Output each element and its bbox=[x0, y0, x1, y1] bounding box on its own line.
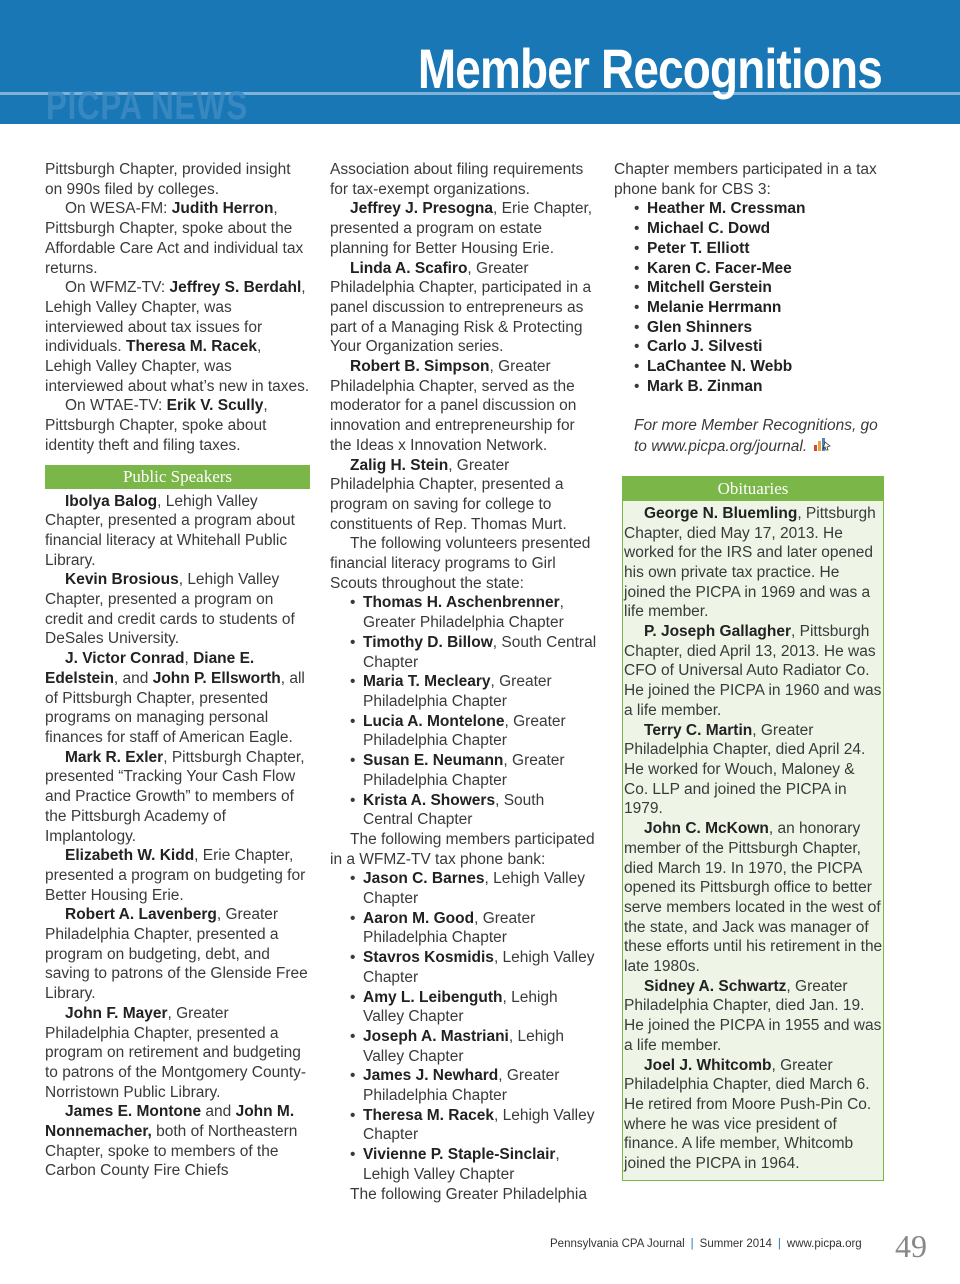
list-item: • Theresa M. Racek, Lehigh Valley Chapter bbox=[350, 1106, 598, 1145]
list-item: • LaChantee N. Webb bbox=[634, 357, 884, 377]
list-item: • Maria T. Mecleary, Greater Philadelphia Chapter bbox=[350, 672, 598, 711]
list-item: • Peter T. Elliott bbox=[634, 239, 884, 259]
paragraph: James E. Montone and John M. Nonnemacher, both of Northeastern Chapter, spoke to members of the Carbon County Fire Chiefs bbox=[45, 1103, 298, 1180]
paragraph: J. Victor Conrad, Diane E. Edelstein, and John P. Ellsworth, all of Pittsburgh Chapter, presented programs on managing personal finances for staff of American Eagle. bbox=[45, 650, 305, 746]
paragraph: Chapter members participated in a tax phone bank for CBS 3: bbox=[614, 161, 877, 198]
paragraph: Zalig H. Stein, Greater Philadelphia Chapter, presented a program on saving for college to constituents of Rep. Thomas Murt. bbox=[330, 456, 567, 533]
list-item: • Heather M. Cressman bbox=[634, 199, 884, 219]
girl-scouts-volunteer-list bbox=[330, 593, 598, 829]
public-speakers-heading: Public Speakers bbox=[45, 465, 310, 489]
paragraph: The following volunteers presented financial literacy programs to Girl Scouts throughout the state: bbox=[330, 535, 591, 592]
list-item: • Joseph A. Mastriani, Lehigh Valley Chapter bbox=[350, 1027, 598, 1066]
paragraph: P. Joseph Gallagher, Pittsburgh Chapter, died April 13, 2013. He was CFO of Universal Auto Radiator Co. He joined the PICPA in 1960 and was a life member. bbox=[624, 623, 882, 719]
obituaries-heading: Obituaries bbox=[623, 477, 883, 501]
paragraph: The following members participated in a WFMZ-TV tax phone bank: bbox=[330, 830, 595, 868]
page-footer: Pennsylvania CPA Journal | Summer 2014 | www.picpa.org bbox=[550, 1238, 862, 1250]
list-item: • Glen Shinners bbox=[634, 318, 884, 338]
paragraph: Linda A. Scafiro, Greater Philadelphia Chapter, participated in a panel discussion to entrepreneurs as part of a Managing Risk & Protecting Your Organization series. bbox=[330, 259, 592, 356]
journal-name: Pennsylvania CPA Journal bbox=[550, 1238, 685, 1250]
list-item: • Krista A. Showers, South Central Chapter bbox=[350, 791, 598, 830]
list-item: • Timothy D. Billow, South Central Chapter bbox=[350, 633, 598, 672]
list-item: • Carlo J. Silvesti bbox=[634, 337, 884, 357]
header-banner bbox=[0, 0, 960, 128]
paragraph: The following Greater Philadelphia bbox=[350, 1185, 587, 1203]
list-item: • Mark B. Zinman bbox=[634, 377, 884, 397]
paragraph: On WFMZ-TV: Jeffrey S. Berdahl, Lehigh Valley Chapter, was interviewed about tax issues for individuals. Theresa M. Racek, Lehigh Valley Chapter, was interviewed about what’s new in taxes. bbox=[45, 279, 310, 395]
list-item: • James J. Newhard, Greater Philadelphia Chapter bbox=[350, 1066, 598, 1105]
list-item: • Lucia A. Montelone, Greater Philadelphia Chapter bbox=[350, 712, 598, 751]
paragraph: Robert A. Lavenberg, Greater Philadelphia Chapter, presented a program on budgeting, debt, and saving to patrons of the Glenside Free Library. bbox=[45, 906, 308, 1003]
more-recognitions-note: For more Member Recognitions, go to www.picpa.org/journal. bbox=[614, 416, 884, 457]
paragraph: Sidney A. Schwartz, Greater Philadelphia Chapter, died Jan. 19. He joined the PICPA in 1955 and was a life member. bbox=[624, 977, 882, 1054]
member-name: Judith Herron bbox=[171, 200, 274, 218]
website-link[interactable]: www.picpa.org bbox=[786, 1238, 862, 1250]
paragraph: Pittsburgh Chapter, provided insight on 990s filed by colleges. bbox=[45, 161, 291, 198]
paragraph: Joel J. Whitcomb, Greater Philadelphia Chapter, died March 6. He retired from Moore Push-Pin Co. where he was vice president of finance. A life member, Whitcomb joined the PICPA in 1964. bbox=[624, 1056, 872, 1173]
paragraph: On WESA-FM: Judith Herron, Pittsburgh Chapter, spoke about the Affordable Care Act and individual tax returns. bbox=[45, 200, 304, 277]
paragraph: George N. Bluemling, Pittsburgh Chapter, died May 17, 2013. He worked for the IRS and later opened his own private tax practice. He joined the PICPA in 1969 and was a life member. bbox=[624, 504, 876, 621]
paragraph: Kevin Brosious, Lehigh Valley Chapter, presented a program on credit and credit cards to students of DeSales University. bbox=[45, 571, 295, 648]
paragraph: Association about filing requirements for tax-exempt organizations. bbox=[330, 161, 584, 198]
page-title: Member Recognitions bbox=[417, 37, 882, 100]
paragraph: John F. Mayer, Greater Philadelphia Chapter, presented a program on retirement and budgeting to patrons of the Montgomery County-Norristown Public Library. bbox=[45, 1004, 307, 1101]
member-name: Jeffrey S. Berdahl bbox=[169, 279, 302, 297]
list-item: • Thomas H. Aschenbrenner, Greater Philadelphia Chapter bbox=[350, 593, 598, 632]
list-item: • Michael C. Dowd bbox=[634, 219, 884, 239]
list-item: • Mitchell Gerstein bbox=[634, 278, 884, 298]
list-item: • Aaron M. Good, Greater Philadelphia Chapter bbox=[350, 909, 598, 948]
cbs3-phone-bank-list bbox=[614, 199, 884, 396]
paragraph: Jeffrey J. Presogna, Erie Chapter, presented a program on estate planning for Better Housing Erie. bbox=[330, 200, 593, 257]
paragraph: Mark R. Exler, Pittsburgh Chapter, presented “Tracking Your Cash Flow and Practice Growth” to members of the Pittsburgh Academy of Implantology. bbox=[45, 748, 305, 845]
list-item: • Stavros Kosmidis, Lehigh Valley Chapter bbox=[350, 948, 598, 987]
column-3 bbox=[614, 160, 884, 1181]
paragraph: John C. McKown, an honorary member of the Pittsburgh Chapter, died March 19. In 1970, the PICPA opened its Pittsburgh office to better serve members located in the west of the state, and Jack was manager of these efforts until his retirement in the late 1980s. bbox=[624, 820, 883, 976]
member-name: Erik V. Scully bbox=[166, 397, 264, 415]
section-kicker: PICPA NEWS bbox=[46, 84, 248, 128]
list-item: • Karen C. Facer-Mee bbox=[634, 259, 884, 279]
list-item: • Vivienne P. Staple-Sinclair, Lehigh Valley Chapter bbox=[350, 1145, 598, 1184]
obituaries-box bbox=[622, 476, 884, 1181]
column-1 bbox=[45, 160, 310, 1181]
list-item: • Jason C. Barnes, Lehigh Valley Chapter bbox=[350, 869, 598, 908]
paragraph: On WTAE-TV: Erik V. Scully, Pittsburgh Chapter, spoke about identity theft and filing taxes. bbox=[45, 397, 268, 454]
wfmz-phone-bank-list bbox=[330, 869, 598, 1184]
member-name: Theresa M. Racek bbox=[126, 338, 257, 356]
mouse-pointer-icon bbox=[813, 436, 831, 458]
paragraph: Ibolya Balog, Lehigh Valley Chapter, presented a program about financial literacy at Whitehall Public Library. bbox=[45, 492, 295, 569]
list-item: • Melanie Herrmann bbox=[634, 298, 884, 318]
paragraph: Terry C. Martin, Greater Philadelphia Chapter, died April 24. He worked for Wouch, Maloney & Co. LLP and joined the PICPA in 1979. bbox=[624, 721, 866, 818]
list-item: • Amy L. Leibenguth, Lehigh Valley Chapter bbox=[350, 988, 598, 1027]
column-2 bbox=[330, 160, 598, 1204]
paragraph: Robert B. Simpson, Greater Philadelphia Chapter, served as the moderator for a panel discussion on innovation and entrepreneurship for the Ideas x Innovation Network. bbox=[330, 358, 577, 454]
page-number: 49 bbox=[895, 1228, 927, 1264]
paragraph: Elizabeth W. Kidd, Erie Chapter, presented a program on budgeting for Better Housing Erie. bbox=[45, 847, 306, 904]
list-item: • Susan E. Neumann, Greater Philadelphia Chapter bbox=[350, 751, 598, 790]
issue-date: Summer 2014 bbox=[699, 1238, 772, 1250]
